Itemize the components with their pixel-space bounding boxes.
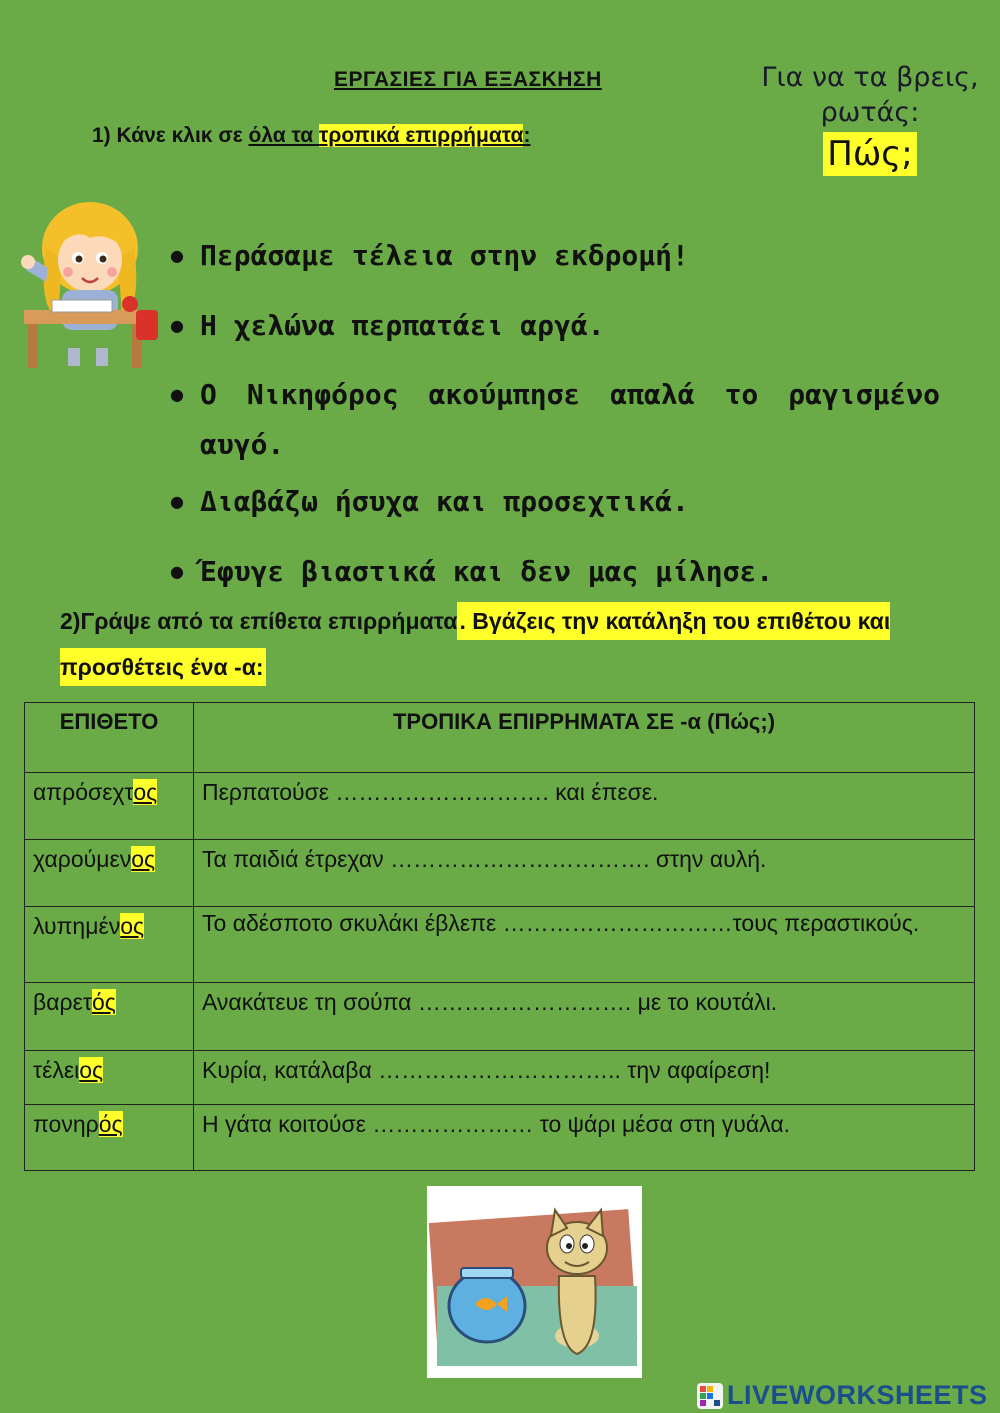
table-row	[25, 840, 975, 907]
list-item[interactable]: ● Περάσαμε τέλεια στην εκδρομή!	[170, 230, 940, 282]
sentence-cell[interactable]: Ανακάτευε τη σούπα ………………………. με το κουτάλι.	[194, 983, 975, 1051]
liveworksheets-logo	[697, 1380, 988, 1411]
cat-and-fishbowl-illustration	[427, 1186, 642, 1378]
list-item[interactable]: ● Ο Νικηφόρος ακούμπησε απαλά το ραγισμένο αυγό.	[170, 370, 940, 470]
list-item[interactable]: ● Η χελώνα περπατάει αργά.	[170, 300, 940, 352]
hint-line-1: Για να τα βρεις,	[761, 62, 979, 93]
sentence-cell[interactable]: Τα παιδιά έτρεχαν ……………………………. στην αυλή.	[194, 840, 975, 907]
sentence-cell[interactable]: Η γάτα κοιτούσε ………………… το ψάρι μέσα στη γυάλα.	[194, 1105, 975, 1171]
table-header-row	[25, 703, 975, 773]
adjective-cell: λυπημένος	[25, 907, 194, 983]
girl-at-desk-illustration	[18, 198, 166, 378]
adjective-cell: πονηρός	[25, 1105, 194, 1171]
table-row	[25, 983, 975, 1051]
exercise2-instruction: 2)Γράψε από τα επίθετα επιρρήματα. Βγάζεις την κατάληξη του επιθέτου και προσθέτεις ένα -α:	[60, 598, 940, 690]
table-row	[25, 1105, 975, 1171]
sentence-list	[170, 230, 940, 616]
sentence-cell[interactable]: Κυρία, κατάλαβα ………………………….. την αφαίρεση!	[194, 1051, 975, 1105]
adjective-cell: απρόσεχτος	[25, 773, 194, 840]
table-row	[25, 1051, 975, 1105]
sentence-cell[interactable]: Περπατούσε ………………………. και έπεσε.	[194, 773, 975, 840]
list-item[interactable]: ● Έφυγε βιαστικά και δεν μας μίλησε.	[170, 546, 940, 598]
column-header-adverb: ΤΡΟΠΙΚΑ ΕΠΙΡΡΗΜΑΤΑ ΣΕ -α (Πώς;)	[194, 703, 975, 773]
liveworksheets-logo-text: LIVEWORKSHEETS	[727, 1380, 988, 1410]
adjective-cell: τέλειος	[25, 1051, 194, 1105]
sentence-cell[interactable]: Το αδέσποτο σκυλάκι έβλεπε …………………………τους περαστικούς.	[194, 907, 975, 983]
hint-box	[752, 60, 988, 176]
liveworksheets-logo-icon	[697, 1383, 723, 1409]
column-header-adjective: ΕΠΙΘΕΤΟ	[25, 703, 194, 773]
hint-line-2: ρωτάς:	[820, 97, 920, 129]
adjective-cell: χαρούμενος	[25, 840, 194, 907]
table-row	[25, 907, 975, 983]
adjective-cell: βαρετός	[25, 983, 194, 1051]
table-row	[25, 773, 975, 840]
exercise1-instruction: 1) Κάνε κλικ σε όλα τα τροπικά επιρρήματα:	[92, 124, 531, 147]
adverb-table	[24, 702, 975, 1171]
list-item[interactable]: ● Διαβάζω ήσυχα και προσεχτικά.	[170, 476, 940, 528]
page-title: ΕΡΓΑΣΙΕΣ ΓΙΑ ΕΞΑΣΚΗΣΗ	[334, 68, 602, 91]
hint-question: Πώς;	[823, 132, 916, 176]
